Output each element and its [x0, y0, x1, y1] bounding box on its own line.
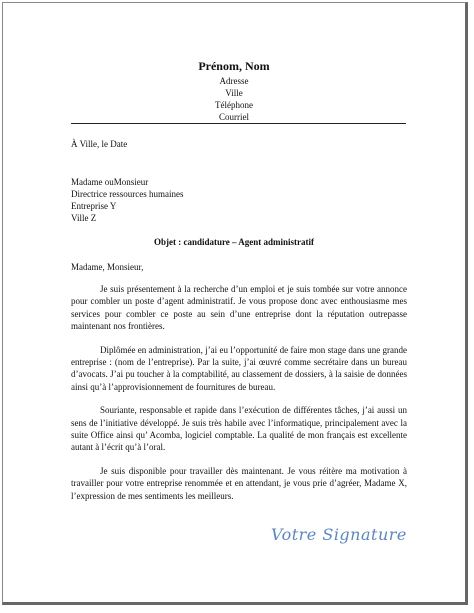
body-paragraph: Diplômée en administration, j’ai eu l’opportunité de faire mon stage dans une grande entreprise : (nom de l’entreprise). Par la suite, j’ai œuvré comme secrétaire dans un bureau d’avocats. J’ai pu toucher à la comptabilité, au classement de dossiers, à la saisie de données ainsi qu’à l’approvisionnement de fournitures de bureau.	[71, 344, 407, 392]
sender-city: Ville	[225, 88, 243, 98]
sender-phone: Téléphone	[215, 100, 253, 110]
sender-name: Prénom, Nom	[198, 59, 270, 73]
recipient-salutation-line: Madame ouMonsieur	[71, 177, 149, 187]
body-paragraph: Je suis disponible pour travailler dès maintenant. Je vous réitère ma motivation à travailler pour votre entreprise renommée et en attendant, je vous prie d’agréer, Madame X, l’expression de mes sentiments les meilleurs.	[71, 465, 407, 501]
sender-email: Courriel	[219, 112, 249, 122]
sender-address: Adresse	[219, 76, 249, 86]
letter-subject: Objet : candidature – Agent administratif	[153, 237, 315, 247]
letter-salutation: Madame, Monsieur,	[71, 262, 144, 272]
letter-header	[3, 59, 465, 123]
recipient-block	[71, 176, 183, 224]
signature: Votre Signature	[271, 525, 407, 544]
letter-page	[2, 2, 468, 605]
letter-body	[71, 283, 407, 513]
recipient-company: Entreprise Y	[71, 201, 117, 211]
recipient-title: Directrice ressources humaines	[71, 189, 184, 199]
recipient-city: Ville Z	[71, 213, 97, 223]
header-divider	[71, 123, 406, 124]
body-paragraph: Souriante, responsable et rapide dans l’exécution de différentes tâches, j’ai aussi un sens de l’initiative développé. Je suis très habile avec l’informatique, principalement avec la suite Office ainsi qu’ Acomba, logiciel comptable. La qualité de mon français est excellente autant à l’écrit qu’à l’oral.	[71, 405, 407, 453]
body-paragraph: Je suis présentement à la recherche d’un emploi et je suis tombée sur votre annonce pour combler un poste d’agent administratif. Je vous propose donc avec enthousiasme mes services pour combler ce poste au sein d’une entreprise dont la réputation outrepasse maintenant nos frontières.	[71, 284, 407, 332]
letter-date: À Ville, le Date	[71, 139, 128, 149]
